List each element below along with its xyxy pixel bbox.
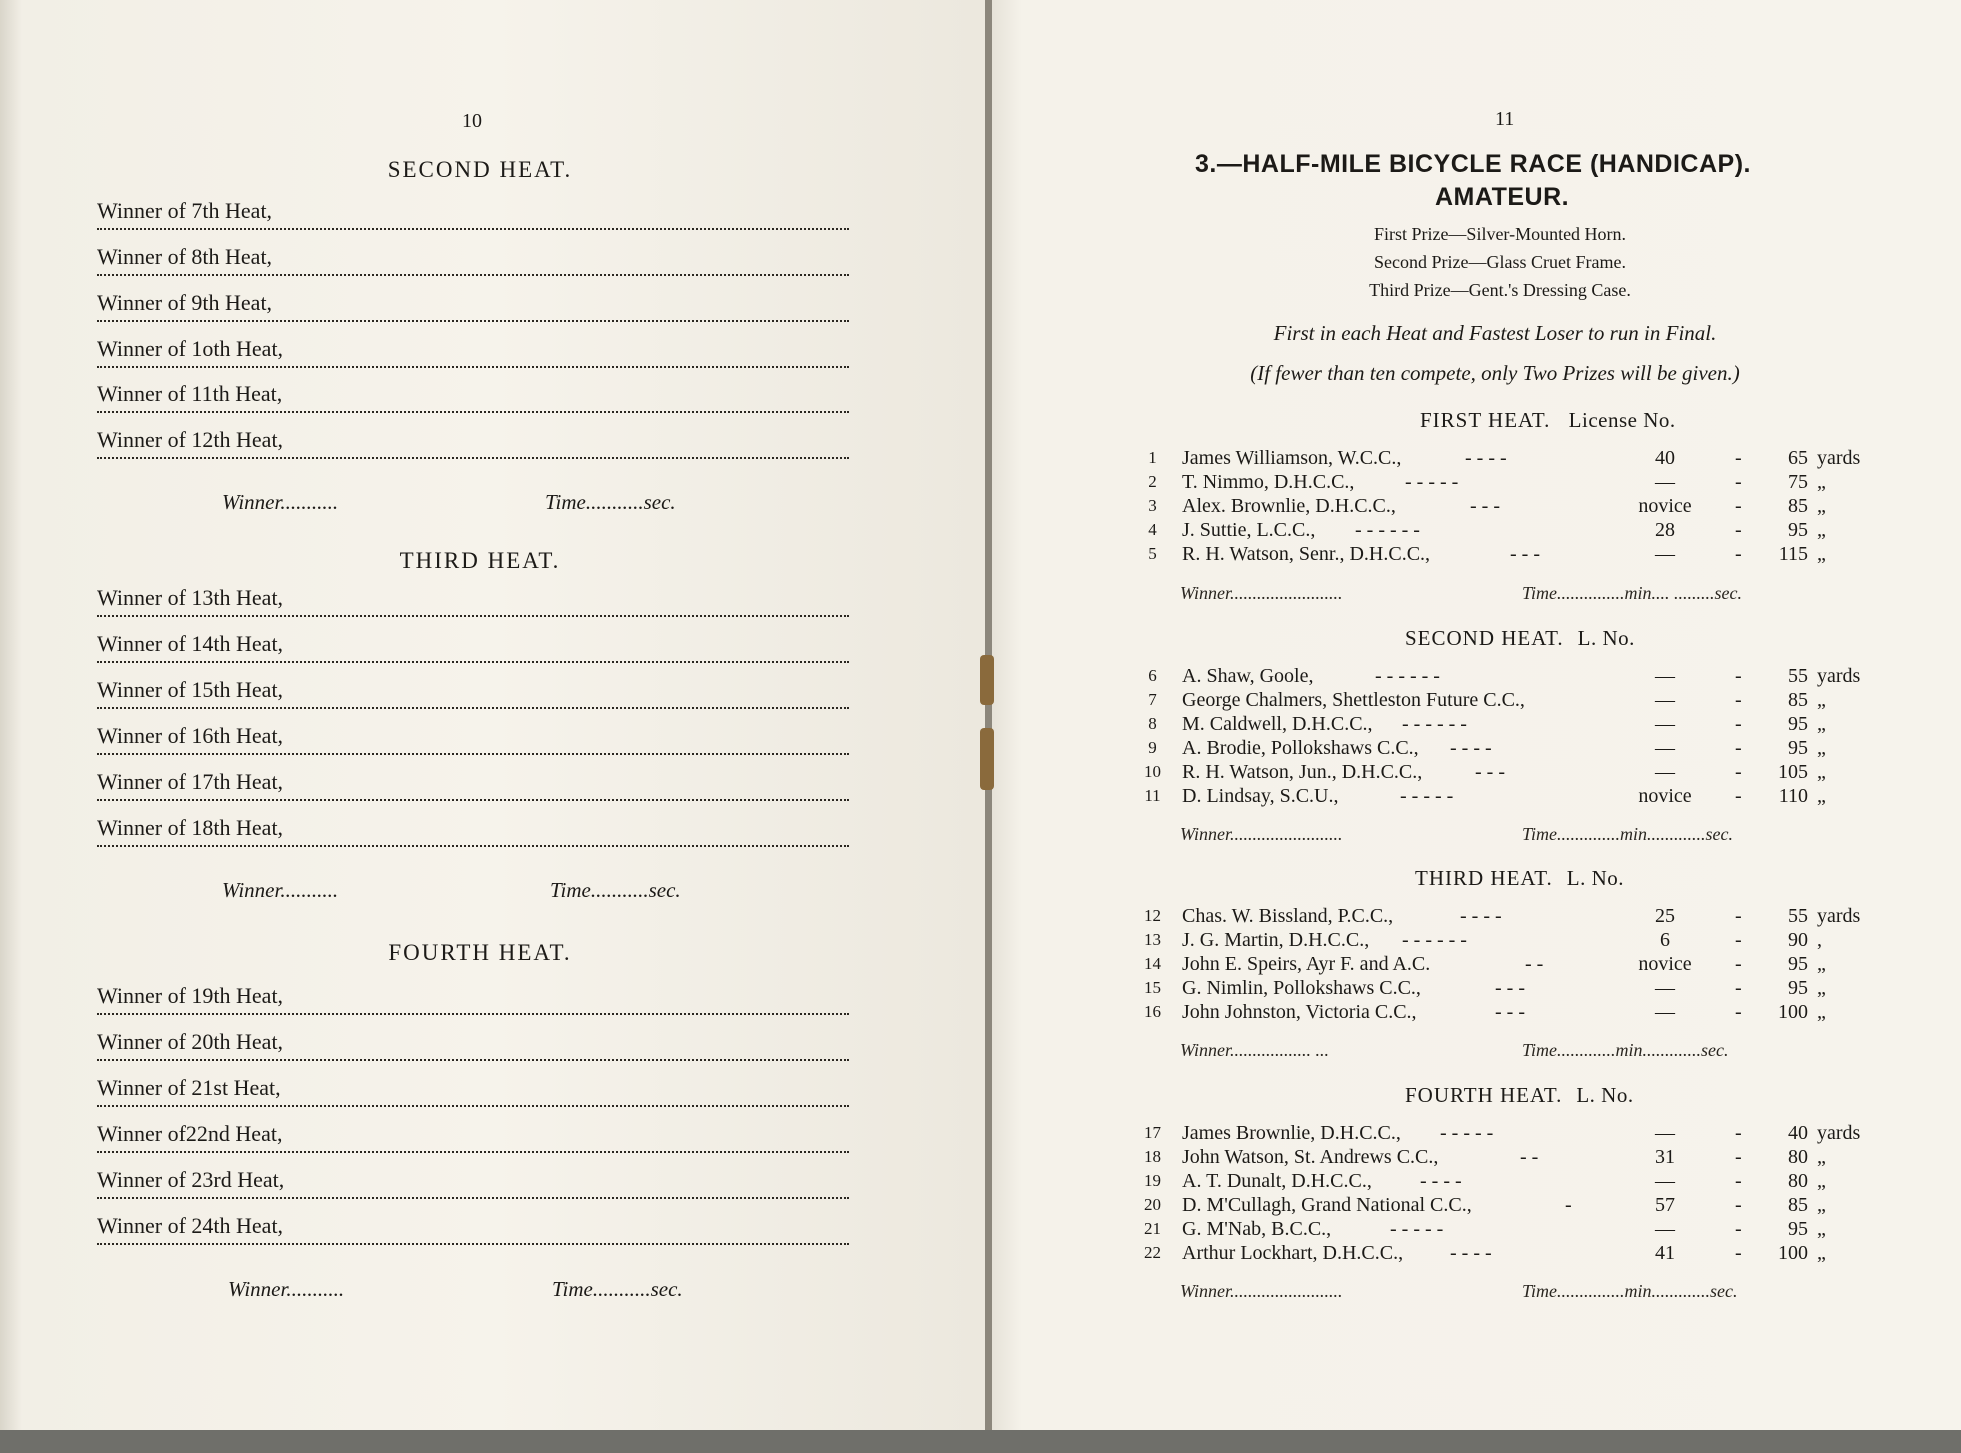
dotted-line xyxy=(97,1151,849,1153)
heat-title: FOURTH HEAT. xyxy=(1405,1083,1563,1107)
entry-dash: - xyxy=(1735,689,1742,711)
prize-line: First Prize—Silver-Mounted Horn. xyxy=(1373,224,1627,244)
entry-handicap: 95 xyxy=(1788,1218,1808,1240)
entry-license: — xyxy=(1655,1122,1675,1144)
time-label: Time..............min.............sec. xyxy=(1522,824,1733,844)
entry-dashes: - - - - - - xyxy=(1355,519,1420,541)
entry-dash: - xyxy=(1735,1001,1742,1023)
entry-row xyxy=(1140,446,1900,470)
entry-unit: „ xyxy=(1817,543,1826,565)
winner-row-label: Winner of 21st Heat, xyxy=(97,1075,281,1100)
entry-dashes: - - xyxy=(1525,953,1544,975)
entry-dash: - xyxy=(1735,1194,1742,1216)
winner-row xyxy=(97,1121,849,1153)
entry-dash: - xyxy=(1735,1122,1742,1144)
time-label: Time...............min.............sec. xyxy=(1522,1281,1738,1301)
entry-number: 3 xyxy=(1148,496,1157,515)
dotted-line xyxy=(97,799,849,801)
entry-license: — xyxy=(1655,1170,1675,1192)
entry-handicap: 105 xyxy=(1778,761,1808,783)
entry-dash: - xyxy=(1735,737,1742,759)
dotted-line xyxy=(97,228,849,230)
winner-label: Winner........... xyxy=(222,490,339,514)
dotted-line xyxy=(97,1243,849,1245)
entry-number: 17 xyxy=(1144,1123,1161,1142)
entry-handicap: 95 xyxy=(1788,713,1808,735)
winner-row-label: Winner of 12th Heat, xyxy=(97,427,284,452)
winner-row xyxy=(97,769,849,801)
entry-unit: „ xyxy=(1817,689,1826,711)
dotted-line xyxy=(97,1105,849,1107)
entry-number: 7 xyxy=(1148,690,1157,709)
entry-dash: - xyxy=(1735,953,1742,975)
winner-row xyxy=(97,631,849,663)
entry-name: A. Shaw, Goole, xyxy=(1182,665,1314,687)
entry-row xyxy=(1140,1000,1900,1024)
entry-dashes: - xyxy=(1565,1194,1572,1216)
binding-stitch xyxy=(980,728,994,790)
entry-handicap: 115 xyxy=(1778,543,1808,565)
dotted-line xyxy=(97,753,849,755)
entry-dashes: - - - xyxy=(1495,977,1525,999)
winner-label: Winner......................... xyxy=(1180,824,1343,844)
heat-heading xyxy=(1420,408,1676,433)
winner-row xyxy=(97,815,849,847)
winner-row xyxy=(97,336,849,368)
winner-row xyxy=(97,381,849,413)
entry-unit: „ xyxy=(1817,1001,1826,1023)
entry-name: R. H. Watson, Jun., D.H.C.C., xyxy=(1182,761,1423,783)
entry-handicap: 95 xyxy=(1788,953,1808,975)
dotted-line xyxy=(97,615,849,617)
winner-label: Winner.................. ... xyxy=(1180,1040,1330,1060)
winner-row-label: Winner of 1oth Heat, xyxy=(97,336,284,361)
entry-row xyxy=(1140,1145,1900,1169)
entry-name: T. Nimmo, D.H.C.C., xyxy=(1182,471,1355,493)
entry-unit: „ xyxy=(1817,519,1826,541)
entry-number: 21 xyxy=(1144,1219,1161,1238)
entry-handicap: 95 xyxy=(1788,737,1808,759)
entry-number: 20 xyxy=(1144,1195,1161,1214)
license-label: L. No. xyxy=(1577,626,1635,650)
prize-line: Second Prize—Glass Cruet Frame. xyxy=(1374,252,1626,272)
entry-handicap: 85 xyxy=(1788,1194,1808,1216)
entry-row xyxy=(1140,928,1900,952)
race-subtitle: AMATEUR. xyxy=(1435,183,1570,211)
entry-name: James Brownlie, D.H.C.C., xyxy=(1182,1122,1401,1144)
license-label: L. No. xyxy=(1566,866,1625,890)
winner-row-label: Winner of 17th Heat, xyxy=(97,769,284,794)
winner-row-label: Winner of 11th Heat, xyxy=(97,381,283,406)
entry-license: novice xyxy=(1638,495,1692,517)
entry-dashes: - - - - - xyxy=(1440,1122,1494,1144)
entry-name: D. M'Cullagh, Grand National C.C., xyxy=(1182,1194,1472,1216)
entry-number: 12 xyxy=(1144,906,1161,925)
winner-row-label: Winner of 20th Heat, xyxy=(97,1029,284,1054)
winner-row xyxy=(97,1029,849,1061)
entry-handicap: 100 xyxy=(1778,1242,1808,1264)
entry-dash: - xyxy=(1735,447,1742,469)
entry-number: 22 xyxy=(1144,1243,1161,1262)
entry-name: A. Brodie, Pollokshaws C.C., xyxy=(1182,737,1419,759)
entry-name: A. T. Dunalt, D.H.C.C., xyxy=(1182,1170,1372,1192)
entry-row xyxy=(1140,760,1900,784)
entry-dashes: - - - - - - xyxy=(1375,665,1440,687)
entry-unit: „ xyxy=(1817,953,1826,975)
entry-unit: „ xyxy=(1817,737,1826,759)
entry-handicap: 85 xyxy=(1788,495,1808,517)
heat-heading: SECOND HEAT. xyxy=(387,157,573,182)
rule-line: (If fewer than ten compete, only Two Prizes will be given.) xyxy=(1250,361,1740,385)
entry-dash: - xyxy=(1735,1242,1742,1264)
winner-row-label: Winner of 24th Heat, xyxy=(97,1213,284,1238)
winner-label: Winner........... xyxy=(228,1277,345,1301)
dotted-line xyxy=(97,845,849,847)
entry-unit: yards xyxy=(1817,665,1861,687)
entry-unit: yards xyxy=(1817,1122,1861,1144)
heat-heading xyxy=(1415,866,1624,891)
entry-license: novice xyxy=(1638,953,1692,975)
license-label: L. No. xyxy=(1576,1083,1634,1107)
winner-row-label: Winner of 18th Heat, xyxy=(97,815,284,840)
entry-row xyxy=(1140,1121,1900,1145)
winner-row xyxy=(97,1213,849,1245)
entry-number: 11 xyxy=(1144,786,1161,805)
entry-number: 5 xyxy=(1148,544,1157,563)
heat-title: THIRD HEAT. xyxy=(1415,866,1553,890)
entry-unit: „ xyxy=(1817,1146,1826,1168)
entry-dash: - xyxy=(1735,471,1742,493)
entry-row xyxy=(1140,1217,1900,1241)
entry-dashes: - - - xyxy=(1495,1001,1525,1023)
entry-number: 18 xyxy=(1144,1147,1161,1166)
entry-row xyxy=(1140,904,1900,928)
entry-name: George Chalmers, Shettleston Future C.C., xyxy=(1182,689,1525,711)
winner-row xyxy=(97,427,849,459)
entry-handicap: 40 xyxy=(1788,1122,1808,1144)
heat-title: SECOND HEAT. xyxy=(1405,626,1564,650)
dotted-line xyxy=(97,320,849,322)
entry-row xyxy=(1140,1193,1900,1217)
entry-unit: „ xyxy=(1817,1194,1826,1216)
winner-row-label: Winner of 23rd Heat, xyxy=(97,1167,285,1192)
entry-handicap: 85 xyxy=(1788,689,1808,711)
entry-name: John Watson, St. Andrews C.C., xyxy=(1182,1146,1439,1168)
winner-row xyxy=(97,677,849,709)
entry-unit: , xyxy=(1817,929,1822,951)
entry-unit: yards xyxy=(1817,905,1861,927)
winner-row-label: Winner of 16th Heat, xyxy=(97,723,284,748)
winner-row xyxy=(97,244,849,276)
entry-handicap: 110 xyxy=(1778,785,1808,807)
entry-dashes: - - - - xyxy=(1465,447,1507,469)
prize-line: Third Prize—Gent.'s Dressing Case. xyxy=(1369,280,1631,300)
entry-dashes: - - - - xyxy=(1460,905,1502,927)
entry-row xyxy=(1140,784,1900,808)
book-spine xyxy=(985,0,992,1430)
entry-dashes: - - - - - xyxy=(1405,471,1459,493)
winner-row-label: Winner of 13th Heat, xyxy=(97,585,284,610)
entry-unit: „ xyxy=(1817,761,1826,783)
time-label: Time...............min.... .........sec. xyxy=(1522,583,1742,603)
entry-name: James Williamson, W.C.C., xyxy=(1182,447,1402,469)
entry-license: — xyxy=(1655,471,1675,493)
entry-dash: - xyxy=(1735,713,1742,735)
entry-row xyxy=(1140,976,1900,1000)
entry-handicap: 95 xyxy=(1788,977,1808,999)
dotted-line xyxy=(97,1197,849,1199)
entry-dash: - xyxy=(1735,543,1742,565)
entry-handicap: 80 xyxy=(1788,1170,1808,1192)
entry-handicap: 55 xyxy=(1788,665,1808,687)
entry-license: novice xyxy=(1638,785,1692,807)
entry-row xyxy=(1140,664,1900,688)
race-title: 3.—HALF-MILE BICYCLE RACE (HANDICAP). xyxy=(1195,150,1751,178)
winner-label: Winner......................... xyxy=(1180,1281,1343,1301)
dotted-line xyxy=(97,366,849,368)
entry-dashes: - - xyxy=(1520,1146,1539,1168)
entry-number: 2 xyxy=(1148,472,1157,491)
entry-number: 9 xyxy=(1148,738,1157,757)
entry-license: — xyxy=(1655,761,1675,783)
dotted-line xyxy=(97,661,849,663)
entry-dashes: - - - - xyxy=(1450,1242,1492,1264)
entry-handicap: 75 xyxy=(1788,471,1808,493)
entry-license: — xyxy=(1655,1218,1675,1240)
winner-row xyxy=(97,983,849,1015)
winner-row-label: Winner of 14th Heat, xyxy=(97,631,284,656)
entry-license: — xyxy=(1655,1001,1675,1023)
entry-name: J. G. Martin, D.H.C.C., xyxy=(1182,929,1370,951)
entry-row xyxy=(1140,736,1900,760)
dotted-line xyxy=(97,274,849,276)
rule-line: First in each Heat and Fastest Loser to run in Final. xyxy=(1273,321,1717,345)
time-label: Time.............min.............sec. xyxy=(1522,1040,1729,1060)
entry-dash: - xyxy=(1735,785,1742,807)
entry-dashes: - - - - xyxy=(1420,1170,1462,1192)
page-number-right: 11 xyxy=(1495,108,1515,130)
winner-row xyxy=(97,290,849,322)
dotted-line xyxy=(97,1059,849,1061)
entry-name: J. Suttie, L.C.C., xyxy=(1182,519,1316,541)
time-label: Time...........sec. xyxy=(550,878,681,902)
entry-dashes: - - - xyxy=(1475,761,1505,783)
entry-dashes: - - - xyxy=(1470,495,1500,517)
entry-handicap: 80 xyxy=(1788,1146,1808,1168)
entry-name: R. H. Watson, Senr., D.H.C.C., xyxy=(1182,543,1431,565)
winner-row xyxy=(97,723,849,755)
entry-dash: - xyxy=(1735,929,1742,951)
winner-row-label: Winner of 9th Heat, xyxy=(97,290,273,315)
entry-number: 19 xyxy=(1144,1171,1161,1190)
entry-row xyxy=(1140,952,1900,976)
entry-unit: yards xyxy=(1817,447,1861,469)
winner-row-label: Winner of 15th Heat, xyxy=(97,677,284,702)
time-label: Time...........sec. xyxy=(545,490,676,514)
entry-dash: - xyxy=(1735,519,1742,541)
entry-dashes: - - - - - - xyxy=(1402,929,1467,951)
entry-name: Arthur Lockhart, D.H.C.C., xyxy=(1182,1242,1404,1264)
entry-name: G. Nimlin, Pollokshaws C.C., xyxy=(1182,977,1421,999)
binding-stitch xyxy=(980,655,994,705)
entry-row xyxy=(1140,712,1900,736)
heat-heading: FOURTH HEAT. xyxy=(388,940,572,965)
entry-dashes: - - - xyxy=(1510,543,1540,565)
entry-row xyxy=(1140,470,1900,494)
entry-name: John Johnston, Victoria C.C., xyxy=(1182,1001,1417,1023)
license-label: License No. xyxy=(1568,408,1676,432)
entry-unit: „ xyxy=(1817,1170,1826,1192)
entry-dash: - xyxy=(1735,905,1742,927)
entry-dash: - xyxy=(1735,495,1742,517)
heat-heading: THIRD HEAT. xyxy=(399,548,561,573)
winner-row xyxy=(97,198,849,230)
entry-name: John E. Speirs, Ayr F. and A.C. xyxy=(1182,953,1431,975)
winner-row-label: Winner of 8th Heat, xyxy=(97,244,273,269)
entry-license: 41 xyxy=(1655,1242,1675,1264)
entry-number: 15 xyxy=(1144,978,1161,997)
dotted-line xyxy=(97,1013,849,1015)
heat-heading xyxy=(1405,1083,1634,1108)
entry-dashes: - - - - - - xyxy=(1402,713,1467,735)
entry-dashes: - - - - - xyxy=(1400,785,1454,807)
entry-row xyxy=(1140,688,1900,712)
winner-row-label: Winner of 19th Heat, xyxy=(97,983,284,1008)
entry-license: 28 xyxy=(1655,519,1675,541)
entry-license: — xyxy=(1655,543,1675,565)
time-label: Time...........sec. xyxy=(552,1277,683,1301)
entry-handicap: 55 xyxy=(1788,905,1808,927)
entry-license: — xyxy=(1655,689,1675,711)
entry-dash: - xyxy=(1735,665,1742,687)
entry-unit: „ xyxy=(1817,471,1826,493)
entry-name: M. Caldwell, D.H.C.C., xyxy=(1182,713,1373,735)
entry-number: 14 xyxy=(1144,954,1161,973)
entry-unit: „ xyxy=(1817,495,1826,517)
entry-row xyxy=(1140,1241,1900,1265)
winner-row-label: Winner of22nd Heat, xyxy=(97,1121,283,1146)
winner-row-label: Winner of 7th Heat, xyxy=(97,198,273,223)
entry-name: Alex. Brownlie, D.H.C.C., xyxy=(1182,495,1396,517)
entry-name: Chas. W. Bissland, P.C.C., xyxy=(1182,905,1394,927)
entry-license: 40 xyxy=(1655,447,1675,469)
entry-number: 6 xyxy=(1148,666,1157,685)
entry-number: 1 xyxy=(1148,448,1157,467)
entry-row xyxy=(1140,542,1900,566)
entry-handicap: 90 xyxy=(1788,929,1808,951)
entry-unit: „ xyxy=(1817,977,1826,999)
entry-dash: - xyxy=(1735,761,1742,783)
entry-number: 13 xyxy=(1144,930,1161,949)
entry-row xyxy=(1140,1169,1900,1193)
entry-unit: „ xyxy=(1817,713,1826,735)
dotted-line xyxy=(97,411,849,413)
entry-license: — xyxy=(1655,665,1675,687)
entry-row xyxy=(1140,518,1900,542)
entry-dash: - xyxy=(1735,1218,1742,1240)
entry-license: — xyxy=(1655,977,1675,999)
entry-handicap: 65 xyxy=(1788,447,1808,469)
entry-dashes: - - - - - xyxy=(1390,1218,1444,1240)
dotted-line xyxy=(97,707,849,709)
entry-handicap: 95 xyxy=(1788,519,1808,541)
entry-name: D. Lindsay, S.C.U., xyxy=(1182,785,1339,807)
entry-row xyxy=(1140,494,1900,518)
entry-license: 57 xyxy=(1655,1194,1675,1216)
entry-number: 4 xyxy=(1148,520,1157,539)
entry-license: — xyxy=(1655,713,1675,735)
entry-handicap: 100 xyxy=(1778,1001,1808,1023)
entry-dash: - xyxy=(1735,977,1742,999)
page-number-left: 10 xyxy=(462,110,482,132)
entry-number: 8 xyxy=(1148,714,1157,733)
winner-label: Winner......................... xyxy=(1180,583,1343,603)
entry-unit: „ xyxy=(1817,1242,1826,1264)
entry-license: 6 xyxy=(1660,929,1670,951)
entry-license: — xyxy=(1655,737,1675,759)
entry-unit: „ xyxy=(1817,1218,1826,1240)
entry-number: 10 xyxy=(1144,762,1161,781)
dotted-line xyxy=(97,457,849,459)
entry-dash: - xyxy=(1735,1170,1742,1192)
winner-row xyxy=(97,1075,849,1107)
entry-license: 31 xyxy=(1655,1146,1675,1168)
entry-name: G. M'Nab, B.C.C., xyxy=(1182,1218,1332,1240)
winner-row xyxy=(97,1167,849,1199)
entry-number: 16 xyxy=(1144,1002,1161,1021)
entry-dashes: - - - - xyxy=(1450,737,1492,759)
heat-heading xyxy=(1405,626,1635,651)
entry-dash: - xyxy=(1735,1146,1742,1168)
entry-unit: „ xyxy=(1817,785,1826,807)
winner-row xyxy=(97,585,849,617)
winner-label: Winner........... xyxy=(222,878,339,902)
heat-title: FIRST HEAT. xyxy=(1420,408,1551,432)
entry-license: 25 xyxy=(1655,905,1675,927)
